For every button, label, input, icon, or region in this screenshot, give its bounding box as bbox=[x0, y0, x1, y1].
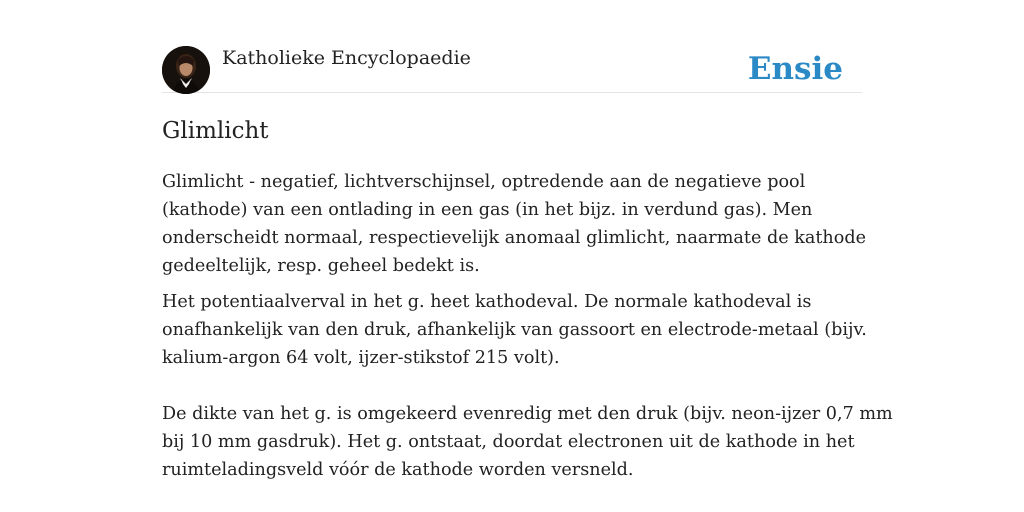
text-line: onafhankelijk van den druk, afhankelijk van gassoort en electrode-metaal (bijv. bbox=[162, 320, 867, 340]
text-line: gedeeltelijk, resp. geheel bedekt is. bbox=[162, 256, 480, 276]
text-line: Het potentiaalverval in het g. heet kathodeval. De normale kathodeval is bbox=[162, 292, 812, 312]
text-line: (kathode) van een ontlading in een gas (in het bijz. in verdund gas). Men bbox=[162, 200, 813, 220]
page bbox=[162, 0, 893, 480]
paragraph bbox=[162, 168, 867, 280]
article-body bbox=[162, 168, 893, 492]
article-title: Glimlicht bbox=[162, 118, 269, 144]
text-line: bij 10 mm gasdruk). Het g. ontstaat, doordat electronen uit de kathode in het bbox=[162, 432, 855, 452]
text-line: kalium-argon 64 volt, ijzer-stikstof 215 volt). bbox=[162, 348, 560, 368]
header bbox=[162, 0, 862, 93]
source-name[interactable]: Katholieke Encyclopaedie bbox=[222, 47, 471, 69]
paragraph bbox=[162, 400, 893, 484]
paragraph bbox=[162, 288, 867, 372]
text-line: Glimlicht - negatief, lichtverschijnsel, optredende aan de negatieve pool bbox=[162, 172, 806, 192]
portrait-avatar-icon[interactable] bbox=[162, 46, 210, 94]
brand-logo[interactable]: Ensie bbox=[747, 51, 843, 87]
text-line: De dikte van het g. is omgekeerd evenredig met den druk (bijv. neon-ijzer 0,7 mm bbox=[162, 404, 893, 424]
text-line: ruimteladingsveld vóór de kathode worden versneld. bbox=[162, 460, 634, 480]
text-line: onderscheidt normaal, respectievelijk anomaal glimlicht, naarmate de kathode bbox=[162, 228, 867, 248]
